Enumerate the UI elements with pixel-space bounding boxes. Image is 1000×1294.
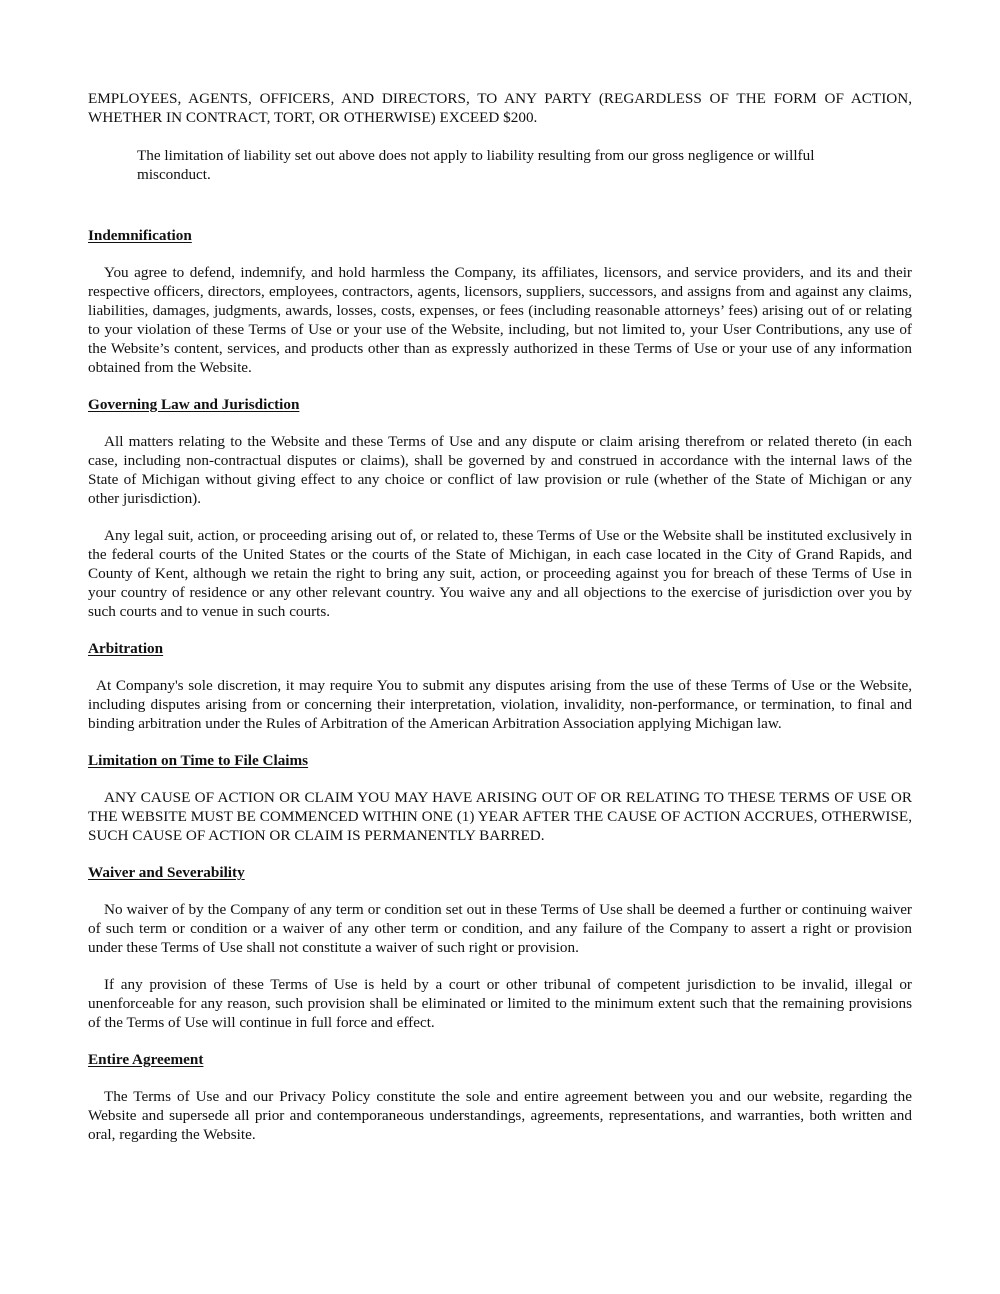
section-paragraph: You agree to defend, indemnify, and hold harmless the Company, its affiliates, licensors, and service providers, and its and their respective officers, directors, employees, contractors, agents, licensors, suppliers, successors, and assigns from and against any claims, liabilities, damages, judgments, awards, losses, costs, expenses, or fees (including reasonable attorneys’ fees) arising out of or relating to your violation of these Terms of Use or your use of the Website, including, but not limited to, your User Contributions, any use of the Website’s content, services, and products other than as expressly authorized in these Terms of Use or your use of any information obtained from the Website. [88, 264, 912, 376]
intro-continuation: EMPLOYEES, AGENTS, OFFICERS, AND DIRECTORS, TO ANY PARTY (REGARDLESS OF THE FORM OF ACTION, WHETHER IN CONTRACT, TORT, OR OTHERWISE) EXCEED $200. [88, 90, 912, 126]
section-time-to-file [88, 751, 912, 845]
section-heading: Entire Agreement [88, 1051, 204, 1068]
section-heading: Waiver and Severability [88, 864, 245, 881]
section-heading: Governing Law and Jurisdiction [88, 396, 300, 413]
section-arbitration [88, 639, 912, 733]
section-indemnification [88, 226, 912, 377]
section-paragraph: If any provision of these Terms of Use is held by a court or other tribunal of competent jurisdiction to be invalid, illegal or unenforceable for any reason, such provision shall be eliminated or limited to the minimum extent such that the remaining provisions of the Terms of Use will continue in full force and effect. [88, 976, 912, 1031]
section-paragraph: ANY CAUSE OF ACTION OR CLAIM YOU MAY HAVE ARISING OUT OF OR RELATING TO THESE TERMS OF USE OR THE WEBSITE MUST BE COMMENCED WITHIN ONE (1) YEAR AFTER THE CAUSE OF ACTION ACCRUES, OTHERWISE, SUCH CAUSE OF ACTION OR CLAIM IS PERMANENTLY BARRED. [88, 789, 912, 844]
section-entire-agreement [88, 1050, 912, 1144]
section-paragraph: No waiver of by the Company of any term or condition set out in these Terms of Use shall be deemed a further or continuing waiver of such term or condition or a waiver of any other term or condition, and any failure of the Company to assert a right or provision under these Terms of Use shall not constitute a waiver of such right or provision. [88, 901, 912, 956]
section-waiver-severability [88, 863, 912, 1032]
limitation-note: The limitation of liability set out above does not apply to liability resulting from our gross negligence or willful misconduct. [137, 147, 815, 183]
section-paragraph: At Company's sole discretion, it may require You to submit any disputes arising from the use of these Terms of Use or the Website, including disputes arising from or concerning their interpretation, violation, invalidity, non-performance, or termination, to final and binding arbitration under the Rules of Arbitration of the American Arbitration Association applying Michigan law. [88, 677, 912, 732]
document-page [88, 89, 912, 1162]
section-paragraph: Any legal suit, action, or proceeding arising out of, or related to, these Terms of Use or the Website shall be instituted exclusively in the federal courts of the United States or the courts of the State of Michigan, in each case located in the City of Grand Rapids, and County of Kent, although we retain the right to bring any suit, action, or proceeding against you for breach of these Terms of Use in your country of residence or any other relevant country. You waive any and all objections to the exercise of jurisdiction over you by such courts and to venue in such courts. [88, 527, 912, 620]
section-paragraph: All matters relating to the Website and these Terms of Use and any dispute or claim arising therefrom or related thereto (in each case, including non-contractual disputes or claims), shall be governed by and construed in accordance with the internal laws of the State of Michigan without giving effect to any choice or conflict of law provision or rule (whether of the State of Michigan or any other jurisdiction). [88, 433, 912, 507]
section-paragraph: The Terms of Use and our Privacy Policy constitute the sole and entire agreement between you and our website, regarding the Website and supersede all prior and contemporaneous understandings, agreements, representations, and warranties, both written and oral, regarding the Website. [88, 1088, 912, 1143]
section-heading: Limitation on Time to File Claims [88, 752, 309, 769]
section-governing-law [88, 395, 912, 621]
section-heading: Arbitration [88, 640, 164, 657]
section-heading: Indemnification [88, 227, 192, 244]
